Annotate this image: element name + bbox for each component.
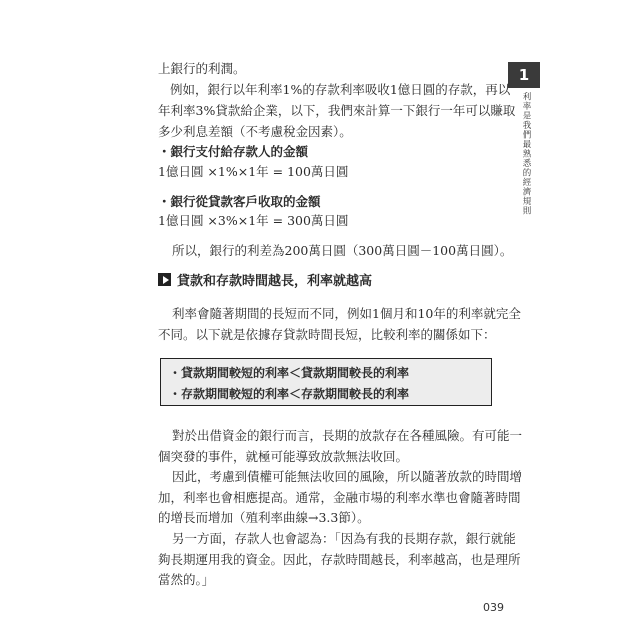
intro-line-2: 例如，銀行以年利率1%的存款利率吸收1億日圓的存款，再以 xyxy=(170,82,511,97)
closing-line-2: 個突發的事件，就極可能導致放款無法收回。 xyxy=(158,449,409,464)
intro-line-4: 多少利息差額（不考慮稅金因素）。 xyxy=(158,124,352,139)
closing-line-7: 夠長期運用我的資金。因此，存款時間越長，利率越高，也是理所 xyxy=(158,552,521,567)
play-icon xyxy=(158,273,171,286)
chapter-title-vertical: 利率是我們最熟悉的經濟規則 xyxy=(521,92,531,216)
box-line-loan: ・貸款期間較短的利率＜貸款期間較長的利率 xyxy=(169,366,410,380)
closing-line-5: 的增長而增加（殖利率曲線→3.3節）。 xyxy=(158,510,370,525)
rate-comparison-box xyxy=(160,358,492,406)
closing-line-3: 因此，考慮到債權可能無法收回的風險，所以隨著放款的時間增 xyxy=(172,469,523,484)
closing-line-1: 對於出借資金的銀行而言，長期的放款存在各種風險。有可能一 xyxy=(172,428,523,443)
spread-sentence: 所以，銀行的利差為200萬日圓（300萬日圓－100萬日圓）。 xyxy=(172,243,513,258)
section-heading xyxy=(158,270,372,289)
page-number: 039 xyxy=(483,601,504,614)
section-body-line-2: 不同。以下就是依據存貸款時間長短，比較利率的關係如下： xyxy=(158,327,496,342)
deposit-payment-heading: ・銀行支付給存款人的金額 xyxy=(158,144,309,159)
intro-line-1: 上銀行的利潤。 xyxy=(158,61,246,76)
intro-line-3: 年利率3%貸款給企業，以下，我們來計算一下銀行一年可以賺取 xyxy=(158,103,516,118)
closing-line-4: 加，利率也會相應提高。通常，金融市場的利率水準也會隨著時間 xyxy=(158,490,521,505)
loan-receipt-heading: ・銀行從貸款客戶收取的金額 xyxy=(158,194,321,209)
chapter-number-tab: 1 xyxy=(508,62,540,88)
closing-line-8: 當然的。」 xyxy=(158,572,215,587)
closing-line-6: 另一方面，存款人也會認為：「因為有我的長期存款，銀行就能 xyxy=(172,531,516,546)
deposit-payment-calc: 1億日圓 ×1%×1年 = 100萬日圓 xyxy=(158,164,349,179)
section-title: 貸款和存款時間越長，利率就越高 xyxy=(177,274,373,289)
section-body-line-1: 利率會隨著期間的長短而不同，例如1個月和10年的利率就完全 xyxy=(172,306,521,321)
box-line-deposit: ・存款期間較短的利率＜存款期間較長的利率 xyxy=(169,387,410,401)
loan-receipt-calc: 1億日圓 ×3%×1年 = 300萬日圓 xyxy=(158,213,349,228)
